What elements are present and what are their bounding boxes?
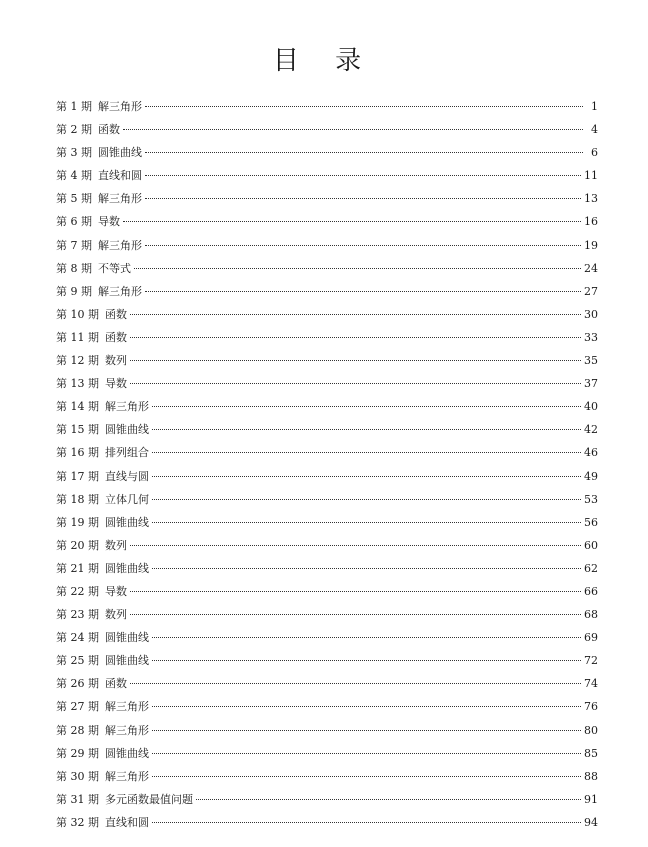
toc-entry [56, 675, 598, 698]
toc-topic: 导数 [105, 377, 127, 391]
toc-entry [56, 629, 598, 652]
toc-issue-number: 第 30 期 [56, 769, 99, 783]
dot-leader [145, 106, 583, 107]
dot-leader [152, 660, 581, 661]
toc-topic: 数列 [105, 538, 127, 552]
dot-leader [145, 245, 581, 246]
toc-issue-number: 第 20 期 [56, 538, 99, 552]
dot-leader [152, 452, 581, 453]
page-title: 目 录 [272, 46, 376, 76]
toc-page-number: 69 [584, 631, 598, 645]
toc-entry [56, 375, 598, 398]
toc-issue-number: 第 12 期 [56, 354, 99, 368]
toc-entry [56, 560, 598, 583]
toc-entry [56, 537, 598, 560]
toc-issue-number: 第 26 期 [56, 677, 99, 691]
toc-entry [56, 698, 598, 721]
toc-topic: 导数 [98, 215, 120, 229]
toc-topic: 解三角形 [105, 723, 149, 737]
dot-leader [152, 429, 581, 430]
toc-page-number: 88 [584, 769, 598, 783]
toc-issue-number: 第 17 期 [56, 469, 99, 483]
toc-topic: 解三角形 [98, 284, 142, 298]
toc-entry [56, 491, 598, 514]
toc-issue-number: 第 9 期 [56, 284, 92, 298]
toc-topic: 圆锥曲线 [105, 631, 149, 645]
toc-page-number: 19 [584, 238, 598, 252]
toc-issue-number: 第 5 期 [56, 192, 92, 206]
toc-topic: 圆锥曲线 [105, 561, 149, 575]
toc-topic: 排列组合 [105, 446, 149, 460]
toc-page-number: 66 [584, 584, 598, 598]
toc-entry [56, 814, 598, 837]
toc-issue-number: 第 4 期 [56, 169, 92, 183]
toc-topic: 直线和圆 [105, 815, 149, 829]
toc-issue-number: 第 15 期 [56, 423, 99, 437]
toc-entry [56, 329, 598, 352]
dot-leader [130, 614, 581, 615]
dot-leader [145, 198, 581, 199]
toc-issue-number: 第 19 期 [56, 515, 99, 529]
toc-page-number: 24 [584, 261, 598, 275]
toc-page-number: 85 [584, 746, 598, 760]
toc-topic: 函数 [105, 307, 127, 321]
toc-issue-number: 第 29 期 [56, 746, 99, 760]
toc-issue-number: 第 3 期 [56, 146, 92, 160]
toc-topic: 圆锥曲线 [105, 654, 149, 668]
toc-entry [56, 260, 598, 283]
toc-topic: 解三角形 [98, 238, 142, 252]
toc-entry [56, 237, 598, 260]
dot-leader [152, 776, 581, 777]
toc-page-number: 37 [584, 377, 598, 391]
dot-leader [134, 268, 581, 269]
toc-page-number: 60 [584, 538, 598, 552]
toc-page-number: 74 [584, 677, 598, 691]
table-of-contents [56, 98, 598, 837]
dot-leader [123, 129, 583, 130]
dot-leader [130, 314, 581, 315]
dot-leader [152, 822, 581, 823]
toc-issue-number: 第 25 期 [56, 654, 99, 668]
toc-entry [56, 283, 598, 306]
toc-entry [56, 98, 598, 121]
dot-leader [152, 522, 581, 523]
toc-topic: 解三角形 [105, 769, 149, 783]
toc-topic: 函数 [105, 677, 127, 691]
dot-leader [196, 799, 581, 800]
toc-topic: 圆锥曲线 [105, 746, 149, 760]
toc-entry [56, 190, 598, 213]
toc-entry [56, 722, 598, 745]
dot-leader [152, 476, 581, 477]
toc-topic: 解三角形 [98, 192, 142, 206]
toc-topic: 解三角形 [105, 400, 149, 414]
toc-issue-number: 第 11 期 [56, 330, 99, 344]
toc-issue-number: 第 13 期 [56, 377, 99, 391]
toc-issue-number: 第 24 期 [56, 631, 99, 645]
toc-issue-number: 第 32 期 [56, 815, 99, 829]
toc-entry [56, 468, 598, 491]
toc-issue-number: 第 31 期 [56, 792, 99, 806]
toc-page-number: 80 [584, 723, 598, 737]
toc-entry [56, 745, 598, 768]
toc-issue-number: 第 8 期 [56, 261, 92, 275]
toc-page-number: 4 [591, 123, 598, 137]
toc-page-number: 72 [584, 654, 598, 668]
toc-entry [56, 121, 598, 144]
toc-entry [56, 444, 598, 467]
toc-issue-number: 第 27 期 [56, 700, 99, 714]
toc-page-number: 56 [584, 515, 598, 529]
toc-issue-number: 第 14 期 [56, 400, 99, 414]
dot-leader [123, 221, 581, 222]
toc-page-number: 46 [584, 446, 598, 460]
toc-entry [56, 514, 598, 537]
dot-leader [152, 753, 581, 754]
toc-entry [56, 652, 598, 675]
toc-entry [56, 144, 598, 167]
toc-topic: 立体几何 [105, 492, 149, 506]
toc-page-number: 11 [584, 169, 598, 183]
dot-leader [145, 175, 581, 176]
toc-page-number: 40 [584, 400, 598, 414]
toc-issue-number: 第 18 期 [56, 492, 99, 506]
dot-leader [145, 152, 583, 153]
dot-leader [152, 499, 581, 500]
toc-topic: 圆锥曲线 [105, 515, 149, 529]
toc-issue-number: 第 22 期 [56, 584, 99, 598]
toc-topic: 数列 [105, 354, 127, 368]
toc-entry [56, 606, 598, 629]
toc-topic: 函数 [98, 123, 120, 137]
toc-page-number: 6 [591, 146, 598, 160]
toc-topic: 圆锥曲线 [105, 423, 149, 437]
toc-entry [56, 167, 598, 190]
toc-topic: 数列 [105, 608, 127, 622]
dot-leader [152, 406, 581, 407]
toc-page-number: 42 [584, 423, 598, 437]
dot-leader [130, 383, 581, 384]
toc-entry [56, 352, 598, 375]
toc-issue-number: 第 6 期 [56, 215, 92, 229]
dot-leader [152, 730, 581, 731]
toc-page-number: 13 [584, 192, 598, 206]
toc-page-number: 30 [584, 307, 598, 321]
toc-entry [56, 398, 598, 421]
toc-entry [56, 583, 598, 606]
toc-topic: 直线与圆 [105, 469, 149, 483]
dot-leader [145, 291, 581, 292]
toc-issue-number: 第 16 期 [56, 446, 99, 460]
toc-entry [56, 791, 598, 814]
toc-page-number: 33 [584, 330, 598, 344]
dot-leader [130, 683, 581, 684]
toc-entry [56, 306, 598, 329]
toc-topic: 不等式 [98, 261, 131, 275]
toc-topic: 解三角形 [105, 700, 149, 714]
toc-issue-number: 第 2 期 [56, 123, 92, 137]
toc-page-number: 76 [584, 700, 598, 714]
toc-topic: 圆锥曲线 [98, 146, 142, 160]
toc-topic: 多元函数最值问题 [105, 792, 193, 806]
dot-leader [130, 545, 581, 546]
toc-page-number: 16 [584, 215, 598, 229]
toc-topic: 导数 [105, 584, 127, 598]
toc-page-number: 53 [584, 492, 598, 506]
toc-page-number: 1 [591, 100, 598, 113]
toc-entry [56, 421, 598, 444]
toc-topic: 直线和圆 [98, 169, 142, 183]
toc-page-number: 62 [584, 561, 598, 575]
toc-page-number: 68 [584, 608, 598, 622]
dot-leader [130, 591, 581, 592]
dot-leader [130, 360, 581, 361]
dot-leader [152, 568, 581, 569]
toc-issue-number: 第 28 期 [56, 723, 99, 737]
toc-entry [56, 213, 598, 236]
toc-entry [56, 768, 598, 791]
toc-issue-number: 第 21 期 [56, 561, 99, 575]
toc-page-number: 49 [584, 469, 598, 483]
toc-page-number: 27 [584, 284, 598, 298]
toc-topic: 解三角形 [98, 100, 142, 113]
toc-issue-number: 第 23 期 [56, 608, 99, 622]
toc-issue-number: 第 7 期 [56, 238, 92, 252]
dot-leader [130, 337, 581, 338]
toc-page-number: 91 [584, 792, 598, 806]
dot-leader [152, 637, 581, 638]
toc-topic: 函数 [105, 330, 127, 344]
toc-page-number: 35 [584, 354, 598, 368]
toc-page-number: 94 [584, 815, 598, 829]
dot-leader [152, 706, 581, 707]
toc-issue-number: 第 10 期 [56, 307, 99, 321]
toc-issue-number: 第 1 期 [56, 100, 92, 113]
